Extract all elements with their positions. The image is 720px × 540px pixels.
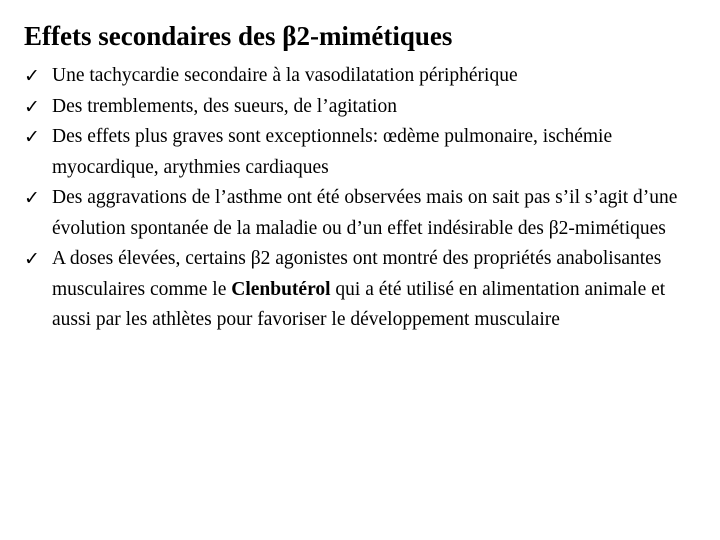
drug-name-emphasis: Clenbutérol xyxy=(231,278,331,300)
bullet-text: Une tachycardie secondaire à la vasodilatation périphérique xyxy=(52,65,518,86)
bullet-item xyxy=(24,61,704,92)
bullet-text-end: qui a été utilisé en alimentation animale et aussi par les athlètes pour favoriser le développement musculaire xyxy=(52,278,666,330)
checkmark-icon: ✓ xyxy=(24,248,40,270)
checkmark-icon: ✓ xyxy=(24,95,40,118)
bullet-text-start: A doses élevées, certains β2 agonistes ont montré des propriétés anabolisantes musculaires comme le xyxy=(52,248,662,300)
bullet-text: Des tremblements, des sueurs, de l’agitation xyxy=(52,95,397,117)
bullet-text: Des effets plus graves sont exceptionnels: œdème pulmonaire, ischémie myocardique, arythmies cardiaques xyxy=(52,126,613,178)
checkmark-icon: ✓ xyxy=(24,187,40,209)
bullet-item xyxy=(24,92,704,123)
bullet-item xyxy=(24,122,704,183)
slide-title: Effets secondaires des β2-mimétiques xyxy=(24,21,453,51)
bullet-list xyxy=(24,61,704,336)
bullet-text: Des aggravations de l’asthme ont été observées mais on sait pas s’il s’agit d’une évolution spontanée de la maladie ou d’un effet indésirable des β2-mimétiques xyxy=(52,187,678,239)
bullet-item xyxy=(24,183,704,244)
bullet-item xyxy=(24,244,704,336)
checkmark-icon: ✓ xyxy=(24,65,40,87)
checkmark-icon: ✓ xyxy=(24,126,40,148)
